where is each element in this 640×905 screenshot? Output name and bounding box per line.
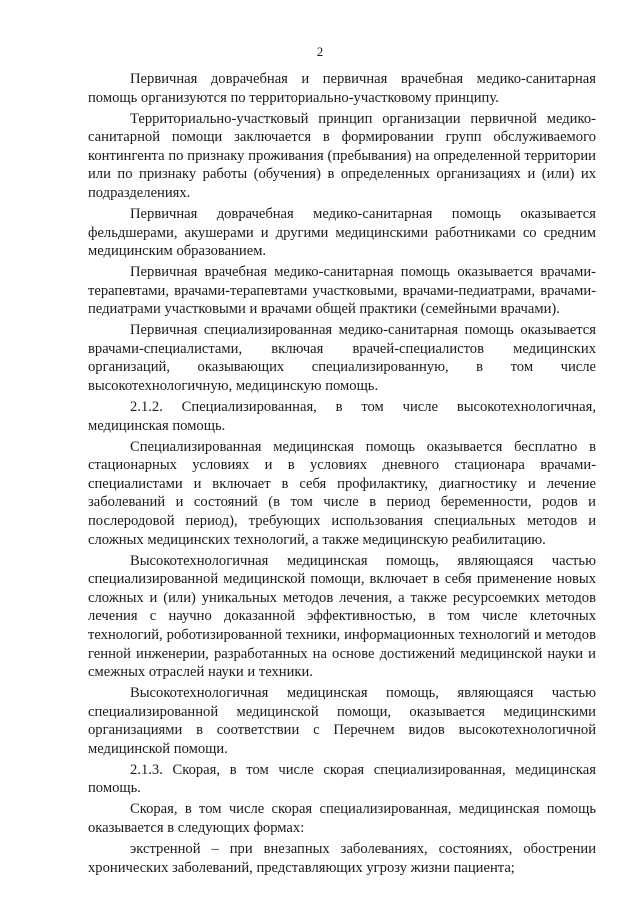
paragraph: Первичная специализированная медико-санитарная помощь оказывается врачами-специалистами, включая врачей-специалистов медицинских организаций, оказывающих специализированную, в том числе высокотехнологичную, медицинскую помощь. bbox=[88, 322, 596, 395]
section-heading: 2.1.3. Скорая, в том числе скорая специализированная, медицинская помощь. bbox=[88, 761, 596, 797]
paragraph: Специализированная медицинская помощь оказывается бесплатно в стационарных условиях и в условиях дневного стационара врачами-специалистами и включает в себя профилактику, диагностику и лечение заболеваний и состояний (в том числе в период беременности, родов и послеродовой период), требующих использования специальных методов и сложных медицинских технологий, а также медицинскую реабилитацию. bbox=[88, 438, 596, 548]
paragraph: Высокотехнологичная медицинская помощь, являющаяся частью специализированной медицинской помощи, оказывается медицинскими организациями в соответствии с Перечнем видов высокотехнологичной медицинской помощи. bbox=[88, 685, 596, 757]
paragraph: Первичная доврачебная медико-санитарная помощь оказывается фельдшерами, акушерами и другими медицинскими работниками со средним медицинским образованием. bbox=[88, 205, 596, 260]
paragraph: Высокотехнологичная медицинская помощь, являющаяся частью специализированной медицинской помощи, включает в себя применение новых сложных и (или) уникальных методов лечения, а также ресурсоемких методов лечения с научно доказанной эффективностью, в том числе клеточных технологий, роботизированной техники, информационных технологий и методов генной инженерии, разработанных на основе достижений медицинской науки и смежных отраслей науки и техники. bbox=[88, 552, 596, 681]
page-number: 2 bbox=[316, 44, 324, 59]
list-item: экстренной – при внезапных заболеваниях, состояниях, обострении хронических заболеваний, представляющих угрозу жизни пациента; bbox=[88, 841, 596, 876]
paragraph: Территориально-участковый принцип организации первичной медико-санитарной помощи заключается в формировании групп обслуживаемого контингента по признаку проживания (пребывания) на определенной территории или по признаку работы (обучения) в определенных организациях и (или) их подразделениях. bbox=[88, 110, 596, 201]
paragraph: Скорая, в том числе скорая специализированная, медицинская помощь оказывается в следующих формах: bbox=[88, 801, 596, 837]
paragraph: Первичная доврачебная и первичная врачебная медико-санитарная помощь организуются по территориально-участковому принципу. bbox=[88, 71, 596, 106]
paragraph: Первичная врачебная медико-санитарная помощь оказывается врачами-терапевтами, врачами-терапевтами участковыми, врачами-педиатрами, врачами-педиатрами участковыми и врачами общей практики (семейными врачами). bbox=[88, 264, 596, 318]
section-heading: 2.1.2. Специализированная, в том числе высокотехнологичная, медицинская помощь. bbox=[88, 399, 596, 434]
document-body bbox=[88, 70, 596, 880]
